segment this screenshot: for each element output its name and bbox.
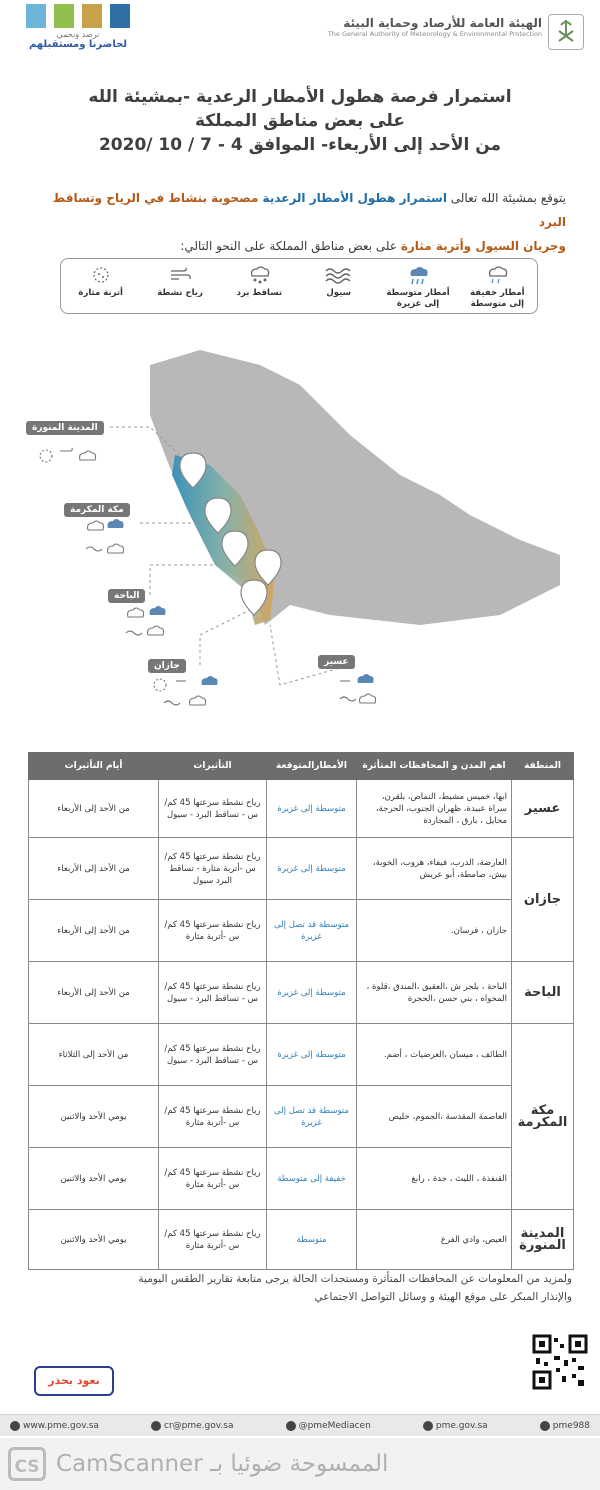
table-row [29, 1148, 574, 1210]
region-cell: المدينة المنورة [512, 1210, 574, 1270]
flood-icon [324, 265, 354, 285]
intro-line1 [30, 186, 566, 234]
cities-cell: الطائف ، ميسان ،العرضيات ، أضم. [357, 1024, 512, 1086]
light-rain-icon [484, 265, 510, 285]
map-label-baha: الباحة [108, 589, 145, 603]
region-cell: الباحة [512, 962, 574, 1024]
logo-bar-green [54, 4, 74, 28]
effects-cell: رياح نشطة سرعتها 45 كم/س - تساقط البرد - سيول [159, 962, 267, 1024]
camscanner-text: CamScanner الممسوحة ضوئيا بـ [56, 1451, 389, 1477]
rain-cell: متوسطة [267, 1210, 357, 1270]
map-label-makkah: مكة المكرمة [64, 503, 130, 517]
forecast-table [28, 752, 574, 1270]
rain-cell: متوسطة إلى غزيرة [267, 962, 357, 1024]
legend-wind: رياح نشطة [145, 265, 215, 299]
slogan-line2: لحاضرنا ومستقبلهم [28, 39, 128, 50]
logo-bar-blue [26, 4, 46, 28]
campaign-logo: نعود بحذر [34, 1366, 114, 1396]
footer-facebook[interactable]: pme.gov.sa [423, 1421, 488, 1431]
intro-text: يتوقع بمشيئة الله تعالى [446, 191, 566, 205]
cities-cell: جازان ، فرسان. [357, 900, 512, 962]
effects-cell: رياح نشطة سرعتها 45 كم/س -أتربة مثارة [159, 900, 267, 962]
days-cell: من الأحد إلى الأربعاء [29, 962, 159, 1024]
region-cell: مكة المكرمة [512, 1024, 574, 1210]
effects-cell: رياح نشطة سرعتها 45 كم/س -أتربة مثارة [159, 1148, 267, 1210]
days-cell: من الأحد إلى الأربعاء [29, 838, 159, 900]
rain-cell: متوسطة قد تصل إلى غزيرة [267, 900, 357, 962]
logo-bar-navy [110, 4, 130, 28]
table-row [29, 900, 574, 962]
table-row [29, 1086, 574, 1148]
footer-phone[interactable]: pme988 [540, 1421, 590, 1431]
region-cell: عسير [512, 780, 574, 838]
org-name-en: The General Authority of Meteorology & Environmental Protection [327, 30, 542, 38]
col-header-cities: اهم المدن و المحافظات المتأثرة [357, 753, 512, 780]
region-cell: جازان [512, 838, 574, 962]
dust-icon [88, 265, 114, 285]
intro-emphasis: مصحوبة بنشاط في الرياح وتساقط البرد [52, 191, 566, 229]
effects-cell: رياح نشطة سرعتها 45 كم/س - تساقط البرد - سيول [159, 780, 267, 838]
days-cell: يومي الأحد والاثنين [29, 1148, 159, 1210]
days-cell: يومي الأحد والاثنين [29, 1210, 159, 1270]
map-graphic [0, 325, 600, 745]
col-header-region: المنطقة [512, 753, 574, 780]
saudi-map [0, 325, 600, 745]
table-header-row [29, 753, 574, 780]
days-cell: من الأحد إلى الأربعاء [29, 780, 159, 838]
table-row [29, 962, 574, 1024]
saudi-emblem-icon [548, 14, 584, 50]
map-label-madinah: المدينة المنورة [26, 421, 104, 435]
camscanner-logo-icon: CS [8, 1447, 46, 1481]
scanner-watermark [0, 1438, 600, 1490]
footer-website[interactable]: www.pme.gov.sa [10, 1421, 99, 1431]
globe-icon [10, 1421, 20, 1431]
effects-cell: رياح نشطة سرعتها 45 كم/س - تساقط البرد - سيول [159, 1024, 267, 1086]
intro-paragraph [30, 186, 566, 258]
cities-cell: العاصمة المقدسة ،الجموم، خليص [357, 1086, 512, 1148]
intro-line2 [30, 234, 566, 258]
table-row [29, 780, 574, 838]
slogan-logo [18, 4, 138, 64]
slogan-line1: نرصد ونحمي [56, 30, 100, 39]
map-label-asir: عسير [318, 655, 355, 669]
days-cell: يومي الأحد والاثنين [29, 1086, 159, 1148]
table-row [29, 1024, 574, 1086]
legend-light-rain: أمطار خفيفة إلى متوسطة [462, 265, 532, 310]
col-header-rain: الأمطارالمتوقعة [267, 753, 357, 780]
cities-cell: العارضة، الدرب، فيفاء، هروب، الخوبة، بيش، صامطة، أبو عريش [357, 838, 512, 900]
org-name [282, 16, 542, 52]
social-icon [286, 1421, 296, 1431]
rain-cell: متوسطة إلى غزيرة [267, 1024, 357, 1086]
effects-cell: رياح نشطة سرعتها 45 كم/س -أتربة مثارة [159, 1086, 267, 1148]
effects-cell: رياح نشطة سرعتها 45 كم/س -أتربة مثارة [159, 1210, 267, 1270]
heavy-rain-icon [405, 265, 431, 285]
legend-hail: تساقط برد [224, 265, 294, 299]
table-row [29, 1210, 574, 1270]
phone-icon [540, 1421, 550, 1431]
effects-cell: رياح نشطة سرعتها 45 كم/س -أتربة مثارة - تساقط البرد سيول [159, 838, 267, 900]
intro-emphasis-2: وجريان السيول وأتربة مثارة [400, 239, 566, 253]
logo-bar-gold [82, 4, 102, 28]
title-line1: استمرار فرصة هطول الأمطار الرعدية -بمشيئة الله [88, 87, 512, 107]
map-label-jazan: جازان [148, 659, 186, 673]
footnote [28, 1270, 572, 1306]
col-header-effects: التأثيرات [159, 753, 267, 780]
legend-heavy-rain: أمطار متوسطة إلى غزيرة [383, 265, 453, 310]
table-row [29, 838, 574, 900]
legend-box [60, 258, 538, 314]
intro-highlight: استمرار هطول الأمطار الرعدية [262, 191, 447, 205]
cities-cell: القنفذة ، الليث ، جدة ، رابغ [357, 1148, 512, 1210]
cities-cell: العيص، وادي الفرع [357, 1210, 512, 1270]
email-icon [151, 1421, 161, 1431]
qr-code[interactable] [532, 1334, 588, 1390]
wind-icon [167, 265, 193, 285]
days-cell: من الأحد إلى الثلاثاء [29, 1024, 159, 1086]
days-cell: من الأحد إلى الأربعاء [29, 900, 159, 962]
title-line3: من الأحد إلى الأربعاء- الموافق 4 - 7 / 10 /2020 [98, 135, 502, 155]
facebook-icon [423, 1421, 433, 1431]
rain-cell: متوسطة إلى غزيرة [267, 780, 357, 838]
cities-cell: ابها، خميس مشيط، النماص، بلقرن، سراة عبيدة، ظهران الجنوب، الحرجة، محايل ، بارق ، المجاردة [357, 780, 512, 838]
footnote-line2: والإنذار المبكر على موقع الهيئة و وسائل التواصل الاجتماعي [314, 1291, 572, 1303]
hail-icon [246, 265, 272, 285]
footnote-line1: ولمزيد من المعلومات عن المحافظات المتأثرة ومستجدات الحالة يرجى متابعة تقارير الطقس اليومية [138, 1273, 572, 1285]
col-header-days: أيام التأثيرات [29, 753, 159, 780]
footer-email[interactable]: cr@pme.gov.sa [151, 1421, 233, 1431]
org-name-ar: الهيئة العامة للأرصاد وحماية البيئة [343, 16, 542, 30]
rain-cell: خفيفة إلى متوسطة [267, 1148, 357, 1210]
footer-social[interactable]: @pmeMediacen [286, 1421, 371, 1431]
cities-cell: الباحة ، بلجر ش ،العقيق ،المندق ،قلوة ، المخواه ، بني حسن ،الحجرة [357, 962, 512, 1024]
legend-dust: أتربة مثارة [66, 265, 136, 299]
title-line2: على بعض مناطق المملكة [194, 111, 405, 131]
rain-cell: متوسطة إلى غزيرة [267, 838, 357, 900]
rain-cell: متوسطة قد تصل إلى غزيرة [267, 1086, 357, 1148]
footer-bar [0, 1414, 600, 1436]
intro-text-2: على بعض مناطق المملكة على النحو التالي: [180, 239, 401, 253]
legend-flood: سيول [304, 265, 374, 299]
